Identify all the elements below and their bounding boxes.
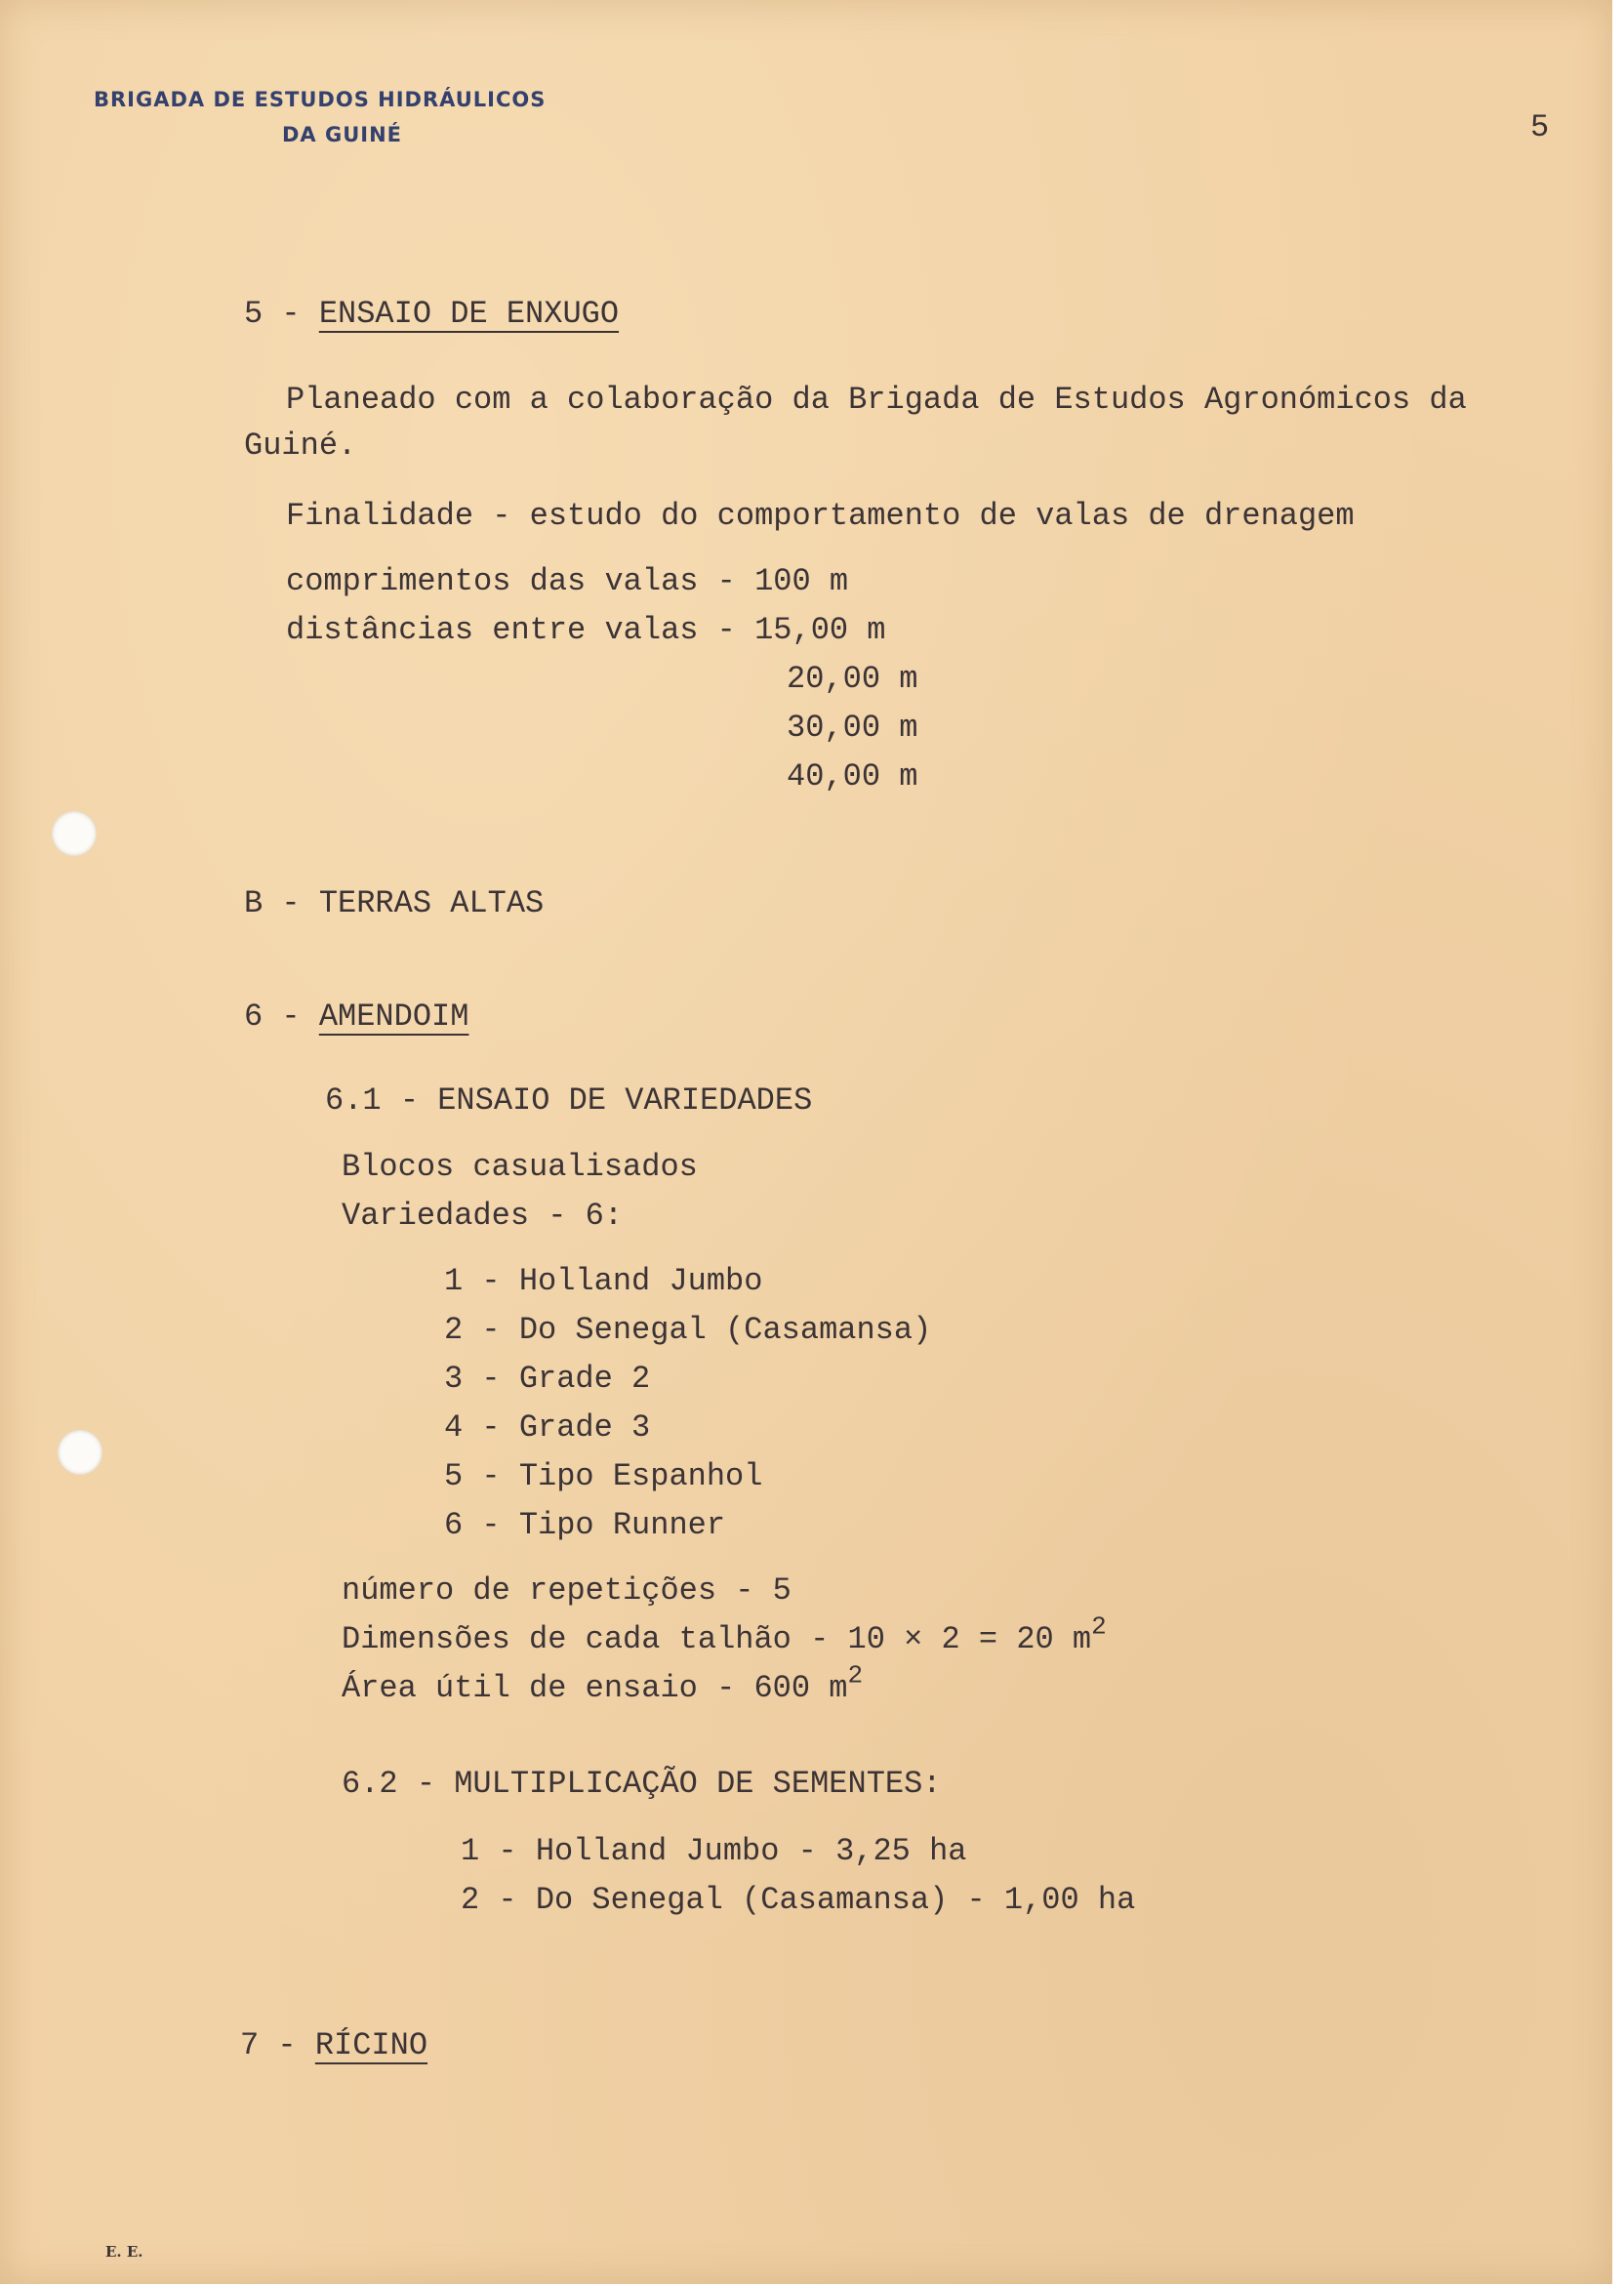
institution-header: BRIGADA DE ESTUDOS HIDRÁULICOS xyxy=(94,88,547,111)
section-7-heading xyxy=(240,2027,428,2063)
section-6-number: 6 - xyxy=(244,999,319,1035)
seed-item: 2 - Do Senegal (Casamansa) - 1,00 ha xyxy=(461,1882,1136,1918)
variety-item: 5 - Tipo Espanhol xyxy=(444,1458,763,1494)
variety-item: 6 - Tipo Runner xyxy=(444,1507,726,1543)
ditch-length: comprimentos das valas - 100 m xyxy=(286,563,849,599)
plot-dimensions-text: Dimensões de cada talhão - 10 × 2 = 20 m xyxy=(342,1621,1092,1657)
section-6-title: AMENDOIM xyxy=(318,999,469,1035)
page-number: 5 xyxy=(1530,109,1550,145)
section-b-heading: B - TERRAS ALTAS xyxy=(244,885,545,921)
section-7-title: RÍCINO xyxy=(314,2027,428,2063)
punch-hole xyxy=(52,811,97,856)
section-5-paragraph-line2: Guiné. xyxy=(244,428,357,464)
section-5-title: ENSAIO DE ENXUGO xyxy=(318,296,620,332)
section-5-paragraph-line1: Planeado com a colaboração da Brigada de Estudos Agronómicos da xyxy=(286,382,1467,418)
ditch-distance-value: 30,00 m xyxy=(787,710,918,746)
section-5-heading xyxy=(244,296,620,332)
variety-item: 1 - Holland Jumbo xyxy=(444,1263,763,1299)
subsection-6-2-heading: 6.2 - MULTIPLICAÇÃO DE SEMENTES: xyxy=(342,1766,942,1802)
variety-item: 3 - Grade 2 xyxy=(444,1361,651,1397)
variety-item: 4 - Grade 3 xyxy=(444,1409,651,1446)
ditch-distance: distâncias entre valas - 15,00 m xyxy=(286,612,886,648)
superscript-squared: 2 xyxy=(1091,1611,1107,1642)
seed-item: 1 - Holland Jumbo - 3,25 ha xyxy=(461,1833,967,1869)
ditch-distance-value: 40,00 m xyxy=(787,758,918,795)
subsection-6-1-heading: 6.1 - ENSAIO DE VARIEDADES xyxy=(325,1082,813,1119)
section-5-purpose: Finalidade - estudo do comportamento de valas de drenagem xyxy=(286,498,1355,534)
punch-hole xyxy=(58,1430,102,1475)
trial-area-line xyxy=(342,1660,864,1706)
trial-area-text: Área útil de ensaio - 600 m xyxy=(342,1670,848,1706)
blocks-line: Blocos casualisados xyxy=(342,1149,698,1185)
superscript-squared: 2 xyxy=(847,1660,864,1691)
plot-dimensions-line xyxy=(342,1611,1107,1657)
varieties-label: Variedades - 6: xyxy=(342,1198,624,1234)
ditch-distance-value: 20,00 m xyxy=(787,661,918,697)
section-5-number: 5 - xyxy=(244,296,319,332)
section-7-number: 7 - xyxy=(240,2027,315,2063)
footer-mark: E. E. xyxy=(105,2243,143,2261)
repetitions-line: número de repetições - 5 xyxy=(342,1572,792,1609)
variety-item: 2 - Do Senegal (Casamansa) xyxy=(444,1312,932,1348)
institution-header-sub: DA GUINÉ xyxy=(282,123,403,146)
section-6-heading xyxy=(244,1001,468,1033)
